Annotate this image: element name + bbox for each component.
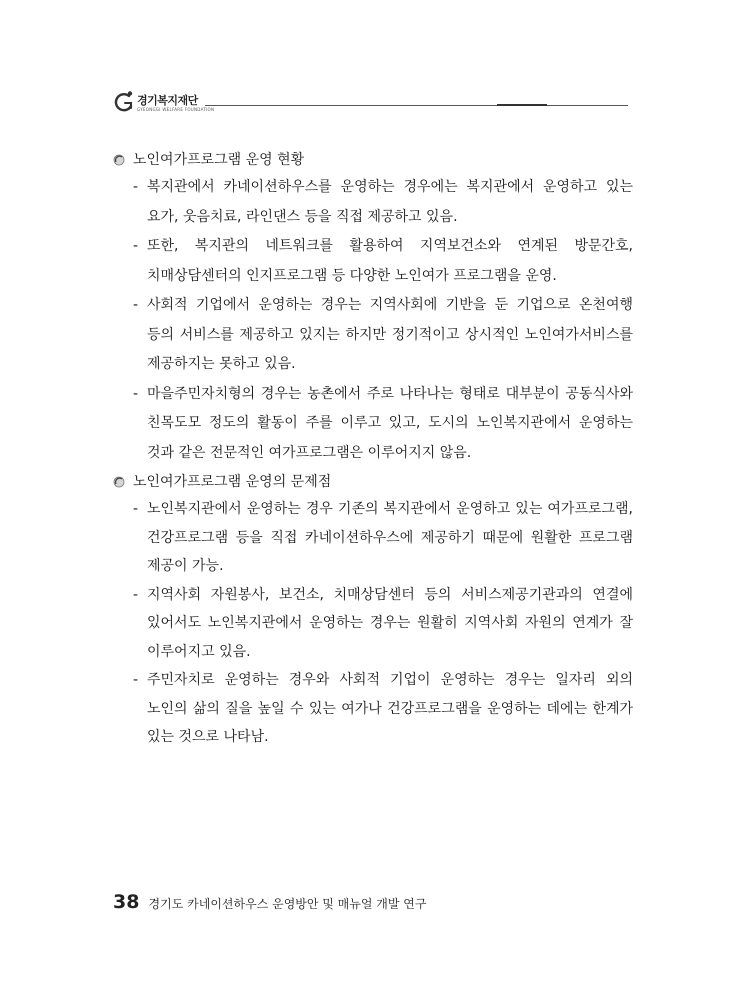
list-item	[113, 173, 633, 232]
page-footer	[113, 891, 426, 913]
header-divider	[205, 105, 628, 106]
dash-marker: -	[133, 179, 139, 195]
dash-marker: -	[133, 385, 139, 402]
dash-marker: -	[133, 672, 139, 688]
bullet-icon	[113, 476, 125, 488]
logo-subtext: GYEONGGI WELFARE FOUNDATION	[137, 107, 215, 112]
list-item-text: 노인복지관에서 운영하는 경우 기존의 복지관에서 운영하고 있는 여가프로그램, 건강프로그램 등을 직접 카네이션하우스에 제공하기 때문에 원활한 프로그램 제공이 가능.	[147, 501, 633, 574]
list-item-text: 또한, 복지관의 네트워크를 활용하여 지역보건소와 연계된 방문간호, 치매상담센터의 인지프로그램 등 다양한 노인여가 프로그램을 운영.	[147, 238, 633, 284]
list-item-text: 사회적 기업에서 운영하는 경우는 지역사회에 기반을 둔 기업으로 온천여행 등의 서비스를 제공하고 있지는 하지만 정기적이고 상시적인 노인여가서비스를 제공하지는 못하고 있음.	[147, 297, 633, 372]
list-item-text: 주민자치로 운영하는 경우와 사회적 기업이 운영하는 경우는 일자리 외의 노인의 삶의 질을 높일 수 있는 여가나 건강프로그램을 운영하는 데에는 한계가 있는 것으로 나타남.	[147, 672, 633, 745]
page-header	[113, 88, 628, 120]
dash-marker: -	[133, 297, 139, 313]
list-item-text: 복지관에서 카네이션하우스를 운영하는 경우에는 복지관에서 운영하고 있는 요가, 웃음치료, 라인댄스 등을 직접 제공하고 있음.	[147, 179, 633, 225]
page-number: 38	[113, 891, 140, 913]
logo-text: 경기복지재단	[137, 94, 198, 107]
list-item-text: 지역사회 자원봉사, 보건소, 치매상담센터 등의 서비스제공기관과의 연결에 있어서도 노인복지관에서 운영하는 경우는 원활히 지역사회 자원의 연계가 잘 이루어지고 있음.	[147, 586, 633, 660]
section-title-text: 노인여가프로그램 운영 현황	[133, 152, 305, 168]
section-problems	[113, 469, 633, 752]
list-item	[113, 232, 633, 291]
running-title: 경기도 카네이션하우스 운영방안 및 매뉴얼 개발 연구	[148, 897, 427, 911]
list-item-text: 마을주민자치형의 경우는 농촌에서 주로 나타나는 형태로 대부분이 공동식사와 친목도모 정도의 활동이 주를 이루고 있고, 도시의 노인복지관에서 운영하는 것과 같은 전문적인 여가프로그램은 이루어지지 않음.	[147, 385, 633, 461]
dash-marker: -	[133, 501, 139, 517]
list-item	[113, 666, 633, 752]
list-item	[113, 380, 633, 469]
list-item	[113, 581, 633, 667]
section-current-status	[113, 147, 633, 468]
foundation-logo-icon	[113, 90, 135, 116]
section-title	[113, 147, 633, 173]
section-title	[113, 469, 633, 495]
section-title-text: 노인여가프로그램 운영의 문제점	[133, 474, 332, 490]
list-item	[113, 291, 633, 380]
dash-marker: -	[133, 238, 139, 254]
list-item	[113, 495, 633, 581]
bullet-icon	[113, 154, 125, 166]
dash-marker: -	[133, 586, 139, 603]
header-divider-accent	[497, 104, 547, 106]
